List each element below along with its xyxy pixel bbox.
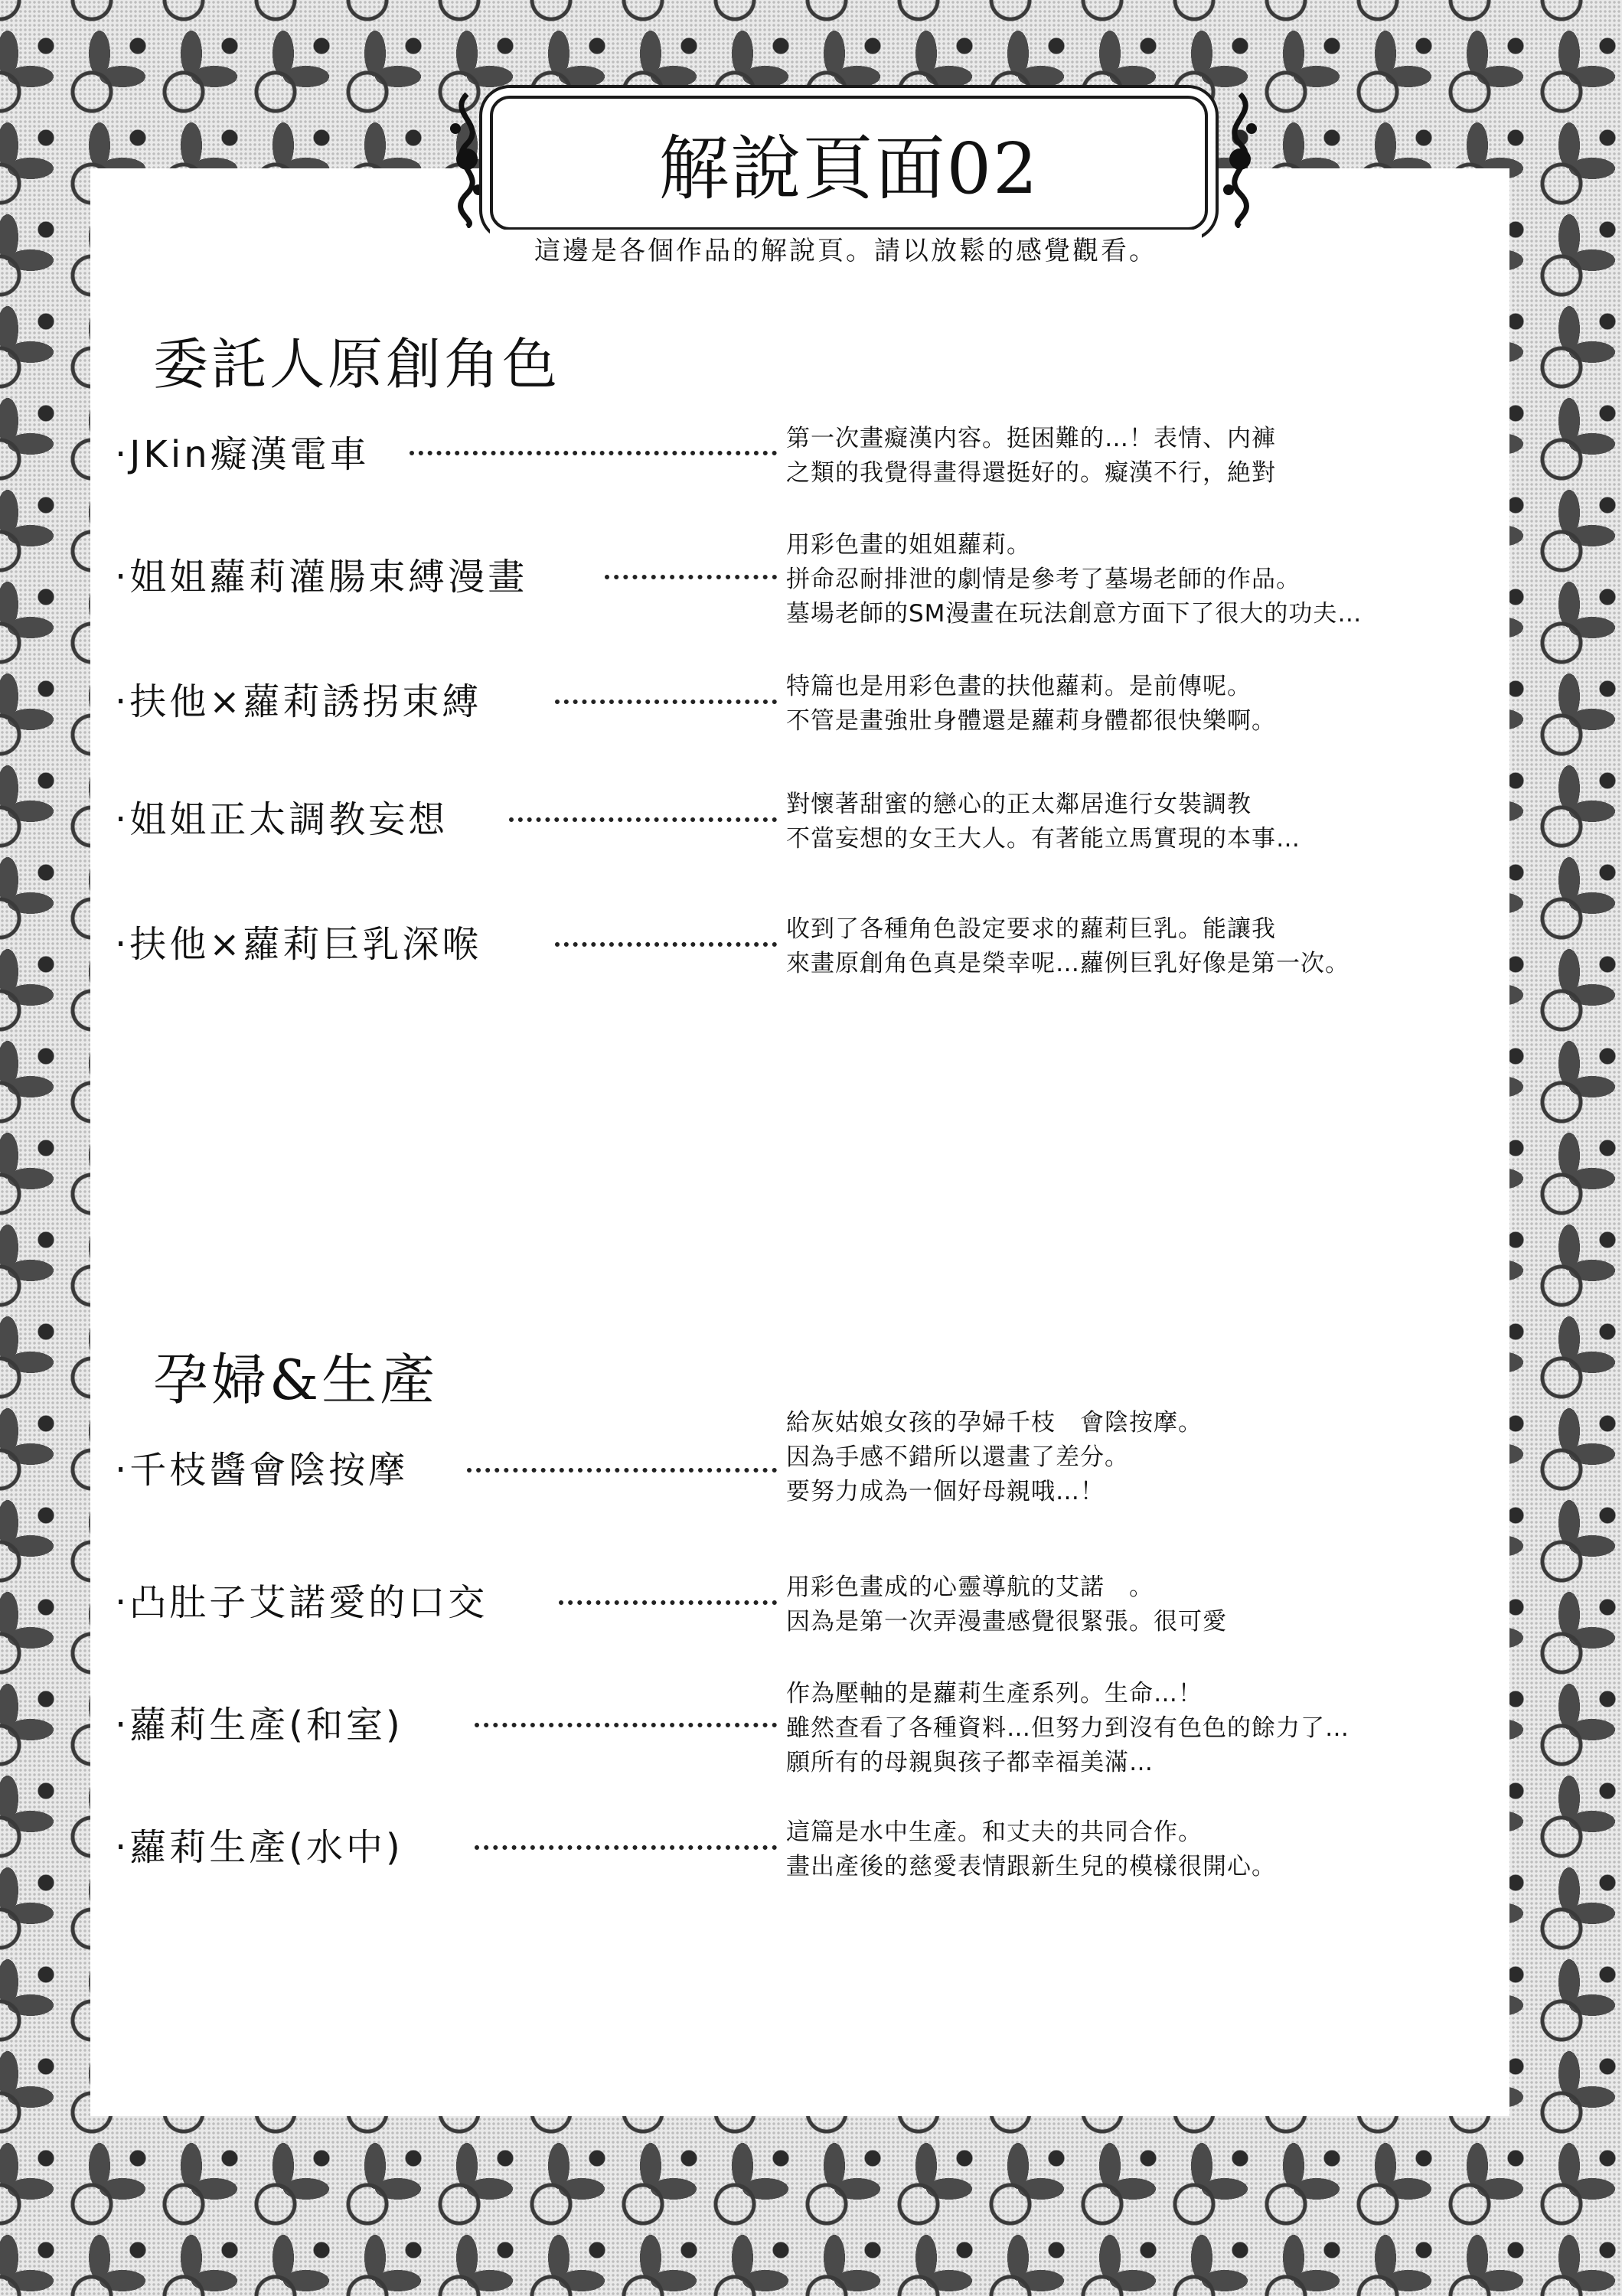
entry-description (786, 422, 1276, 491)
description-line: 雖然查看了各種資料…但努力到沒有色色的餘力了… (786, 1714, 1349, 1742)
page-subtitle: 這邊是各個作品的解說頁。請以放鬆的感覺觀看。 (490, 230, 1202, 272)
description-line: 作為壓軸的是蘿莉生產系列。生命…！ (786, 1680, 1203, 1707)
description-line: 對懷著甜蜜的戀心的正太鄰居進行女裝調教 (786, 791, 1252, 818)
description-line: 願所有的母親與孩子都幸福美滿… (786, 1749, 1154, 1776)
leader-dots (559, 1600, 777, 1605)
description-line: 給灰姑娘女孩的孕婦千枝 會陰按摩。 (786, 1409, 1203, 1437)
entry-title: ·姐姐蘿莉灌腸束縛漫畫 (115, 556, 528, 598)
entry-description (786, 788, 1301, 856)
entry-title: ·蘿莉生產(和室) (115, 1704, 403, 1746)
entry-description (786, 670, 1276, 739)
description-line: 拼命忍耐排泄的劇情是參考了墓場老師的作品。 (786, 566, 1301, 593)
description-line: 因為手感不錯所以還畫了差分。 (786, 1443, 1129, 1471)
description-line: 來畫原創角色真是榮幸呢…蘿例巨乳好像是第一次。 (786, 950, 1349, 977)
description-line: 畫出產後的慈愛表情跟新生兒的模樣很開心。 (786, 1853, 1276, 1880)
description-line: 不管是畫強壯身體還是蘿莉身體都很快樂啊。 (786, 707, 1276, 735)
entry-title: ·凸肚子艾諾愛的口交 (115, 1581, 488, 1624)
leader-dots (555, 700, 777, 704)
description-line: 不當妄想的女王大人。有著能立馬實現的本事… (786, 825, 1301, 853)
entry-title: ·扶他×蘿莉誘拐束縛 (115, 680, 482, 723)
description-line: 第一次畫癡漢内容。挺困難的…！表情、内褲 (786, 425, 1276, 452)
section-heading: 孕婦&生產 (153, 1348, 439, 1412)
description-line: 特篇也是用彩色畫的扶他蘿莉。是前傳呢。 (786, 673, 1252, 700)
description-line: 這篇是水中生產。和丈夫的共同合作。 (786, 1818, 1203, 1846)
leader-dots (509, 817, 777, 822)
leader-dots (475, 1723, 777, 1727)
entry-title: ·千枝醬會陰按摩 (115, 1449, 409, 1492)
entry-description (786, 1677, 1349, 1780)
leader-dots (605, 575, 777, 579)
description-line: 用彩色畫成的心靈導航的艾諾 。 (786, 1574, 1154, 1601)
description-line: 因為是第一次弄漫畫感覺很緊張。很可愛 (786, 1608, 1227, 1636)
description-line: 用彩色畫的姐姐蘿莉。 (786, 531, 1031, 559)
entry-description (786, 1570, 1227, 1639)
entry-description (786, 912, 1349, 981)
leader-dots (410, 451, 777, 455)
description-line: 之類的我覺得畫得還挺好的。癡漢不行，絶對 (786, 459, 1276, 487)
description-line: 墓場老師的SM漫畫在玩法創意方面下了很大的功夫… (786, 600, 1363, 628)
section-heading: 委託人原創角色 (153, 332, 561, 396)
left-ornament-icon (440, 90, 494, 228)
leader-dots (467, 1468, 777, 1473)
right-ornament-icon (1213, 90, 1267, 228)
entry-title: ·姐姐正太調教妄想 (115, 798, 449, 841)
entry-description (786, 1815, 1276, 1884)
entry-title: ·JKin癡漢電車 (115, 433, 370, 476)
leader-dots (475, 1845, 777, 1850)
entry-description (786, 1406, 1203, 1509)
entry-description (786, 528, 1362, 631)
title-plate (490, 96, 1208, 230)
entry-title: ·扶他×蘿莉巨乳深喉 (115, 923, 482, 966)
description-line: 要努力成為一個好母親哦…！ (786, 1478, 1105, 1505)
description-line: 收到了各種角色設定要求的蘿莉巨乳。能讓我 (786, 915, 1276, 943)
entry-title: ·蘿莉生產(水中) (115, 1826, 403, 1869)
page-title: 解說頁面02 (658, 128, 1039, 210)
leader-dots (555, 942, 777, 947)
